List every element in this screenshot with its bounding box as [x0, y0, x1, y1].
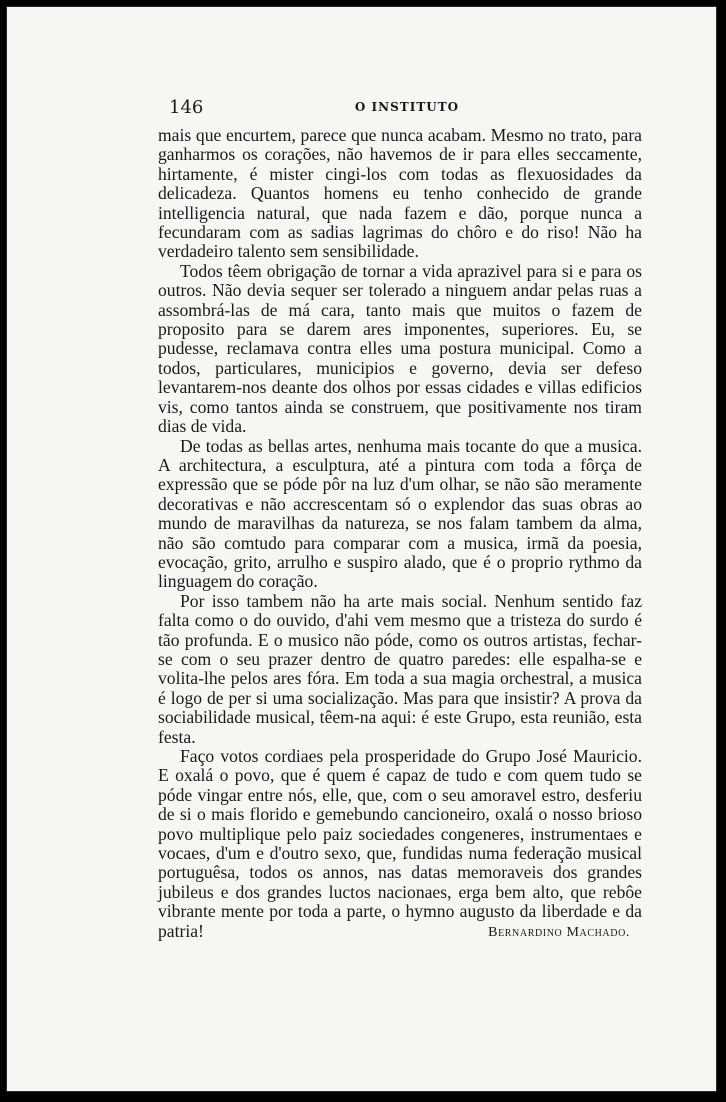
paragraph: mais que encurtem, parece que nunca acabam. Mesmo no trato, para ganharmos os corações, não havemos de ir para elles seccamente, hirtamente, é mister cingi-los com todas as flexuosidades da delicadeza. Quantos homens eu tenho conhecido de grande intelligencia natural, que nada fazem e dão, porque nunca a fecundaram com as sadias lagrimas do chôro e do riso! Não ha verdadeiro talento sem sensibilidade.	[158, 125, 642, 262]
page-header	[165, 97, 649, 121]
page-number: 146	[169, 97, 204, 118]
paragraph: De todas as bellas artes, nenhuma mais tocante do que a musica. A architectura, a esculptura, até a pintura com toda a fôrça de expressão que se póde pôr na luz d'um olhar, se não são meramente decorativas e não accrescentam só o explendor das suas obras ao mundo de maravilhas da natureza, se nos falam tambem da alma, não são comtudo para comparar com a musica, irmã da poesia, evocação, grito, arrulho e suspiro alado, que é o proprio rythmo da linguagem do coração.	[158, 435, 642, 592]
body-text	[158, 126, 642, 941]
paragraph: Todos têem obrigação de tornar a vida aprazivel para si e para os outros. Não devia sequer ser tolerado a ninguem andar pelas ruas a assombrá-las de má cara, tanto mais que muitos o fazem de proposito para se darem ares imponentes, superiores. Eu, se pudesse, reclamava contra elles uma postura municipal. Como a todos, particulares, municipios e governo, devia ser defeso levantarem-nos deante dos olhos por essas cidades e villas edificios vis, como tantos ainda se construem, que positivamente nos tiram dias de vida.	[158, 260, 642, 437]
paragraph: Faço votos cordiaes pela prosperidade do Grupo José Mauricio. E oxalá o povo, que é quem é capaz de tudo e com quem tudo se póde vingar entre nós, elle, que, com o seu amoravel estro, desferiu de si o mais florido e gemebundo cancioneiro, oxalá o nosso brioso povo multiplique pelo paiz sociedades congeneres, instrumentaes e vocaes, d'um e d'outro sexo, que, fundidas numa federação musical portuguêsa, todos os annos, nas datas memoraveis dos grandes jubileus e dos grandes luctos nacionaes, erga bem alto, que rebôe vibrante mente por toda a parte, o hymno augusto da liberdade e da patria!	[158, 746, 642, 941]
paragraph: Por isso tambem não ha arte mais social. Nenhum sentido faz falta como o do ouvido, d'ahi vem mesmo que a tristeza do surdo é tão profunda. E o musico não póde, como os outros artistas, fechar-se com o seu prazer dentro de quatro paredes: elle espalha-se e volita-lhe pelos ares fóra. Em toda a sua magia orchestral, a musica é logo de per si uma socialização. Mas para que insistir? A prova da sociabilidade musical, têem-na aqui: é este Grupo, esta reunião, esta festa.	[158, 590, 642, 747]
running-title: O INSTITUTO	[354, 100, 460, 114]
author-signature: Bernardino Machado.	[488, 925, 630, 940]
